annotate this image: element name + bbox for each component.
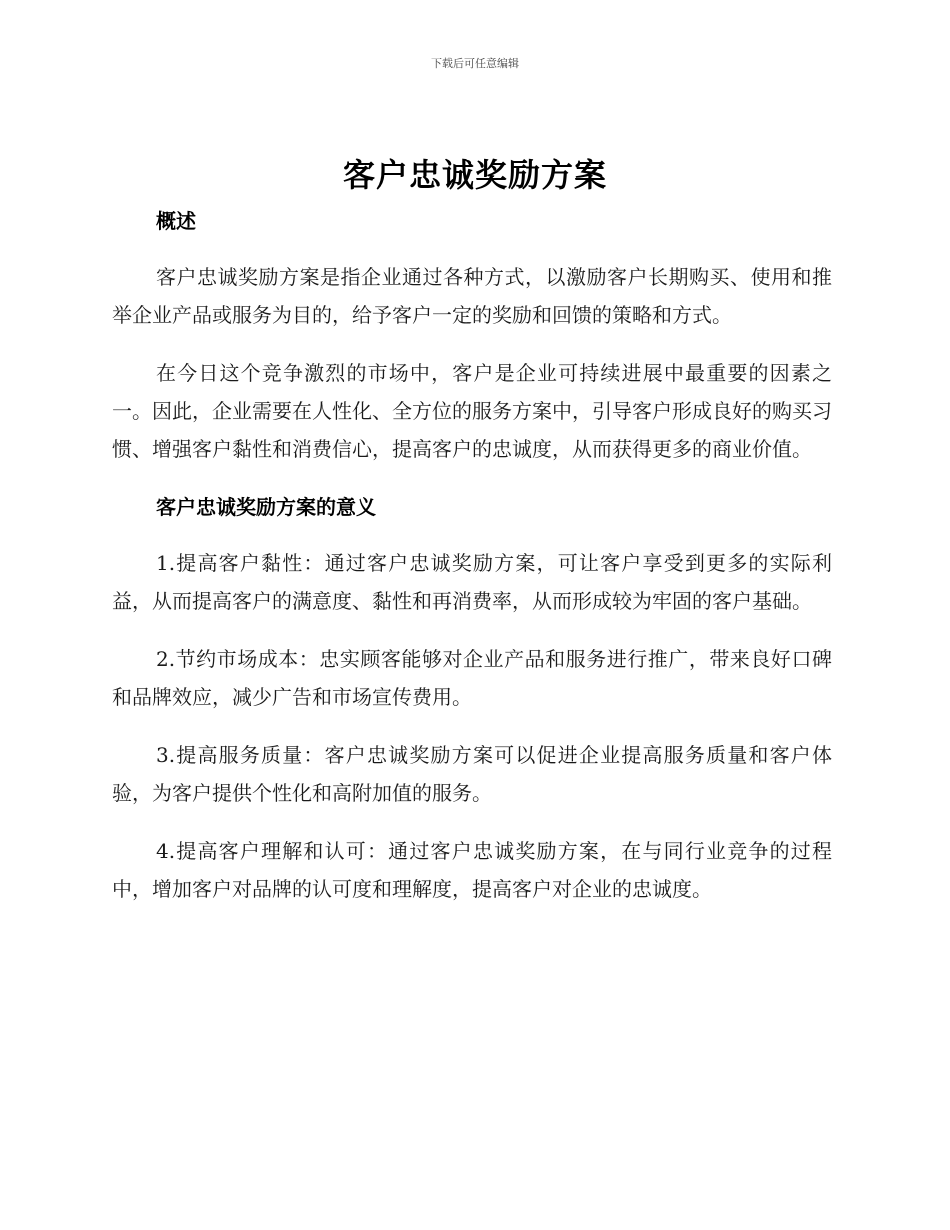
- paragraph: 在今日这个竞争激烈的市场中，客户是企业可持续进展中最重要的因素之一。因此，企业需要在人性化、全方位的服务方案中，引导客户形成良好的购买习惯、增强客户黏性和消费信心，提高客户的忠诚度，从而获得更多的商业价值。: [112, 361, 832, 461]
- document-body: [112, 202, 832, 928]
- paragraph: 2.节约市场成本：忠实顾客能够对企业产品和服务进行推广，带来良好口碑和品牌效应，减少广告和市场宣传费用。: [112, 647, 832, 709]
- document-title: 客户忠诚奖励方案: [342, 156, 607, 194]
- paragraph: 客户忠诚奖励方案是指企业通过各种方式，以激励客户长期购买、使用和推举企业产品或服务为目的，给予客户一定的奖励和回馈的策略和方式。: [112, 265, 832, 327]
- paragraph: 3.提高服务质量：客户忠诚奖励方案可以促进企业提高服务质量和客户体验，为客户提供个性化和高附加值的服务。: [112, 743, 832, 805]
- header-note: 下载后可任意编辑: [431, 57, 519, 70]
- section-heading-significance: 客户忠诚奖励方案的意义: [156, 495, 376, 519]
- paragraph: 4.提高客户理解和认可：通过客户忠诚奖励方案，在与同行业竞争的过程中，增加客户对品牌的认可度和理解度，提高客户对企业的忠诚度。: [112, 839, 832, 901]
- section-heading-overview: 概述: [156, 209, 196, 233]
- paragraph: 1.提高客户黏性：通过客户忠诚奖励方案，可让客户享受到更多的实际利益，从而提高客户的满意度、黏性和再消费率，从而形成较为牢固的客户基础。: [112, 551, 832, 613]
